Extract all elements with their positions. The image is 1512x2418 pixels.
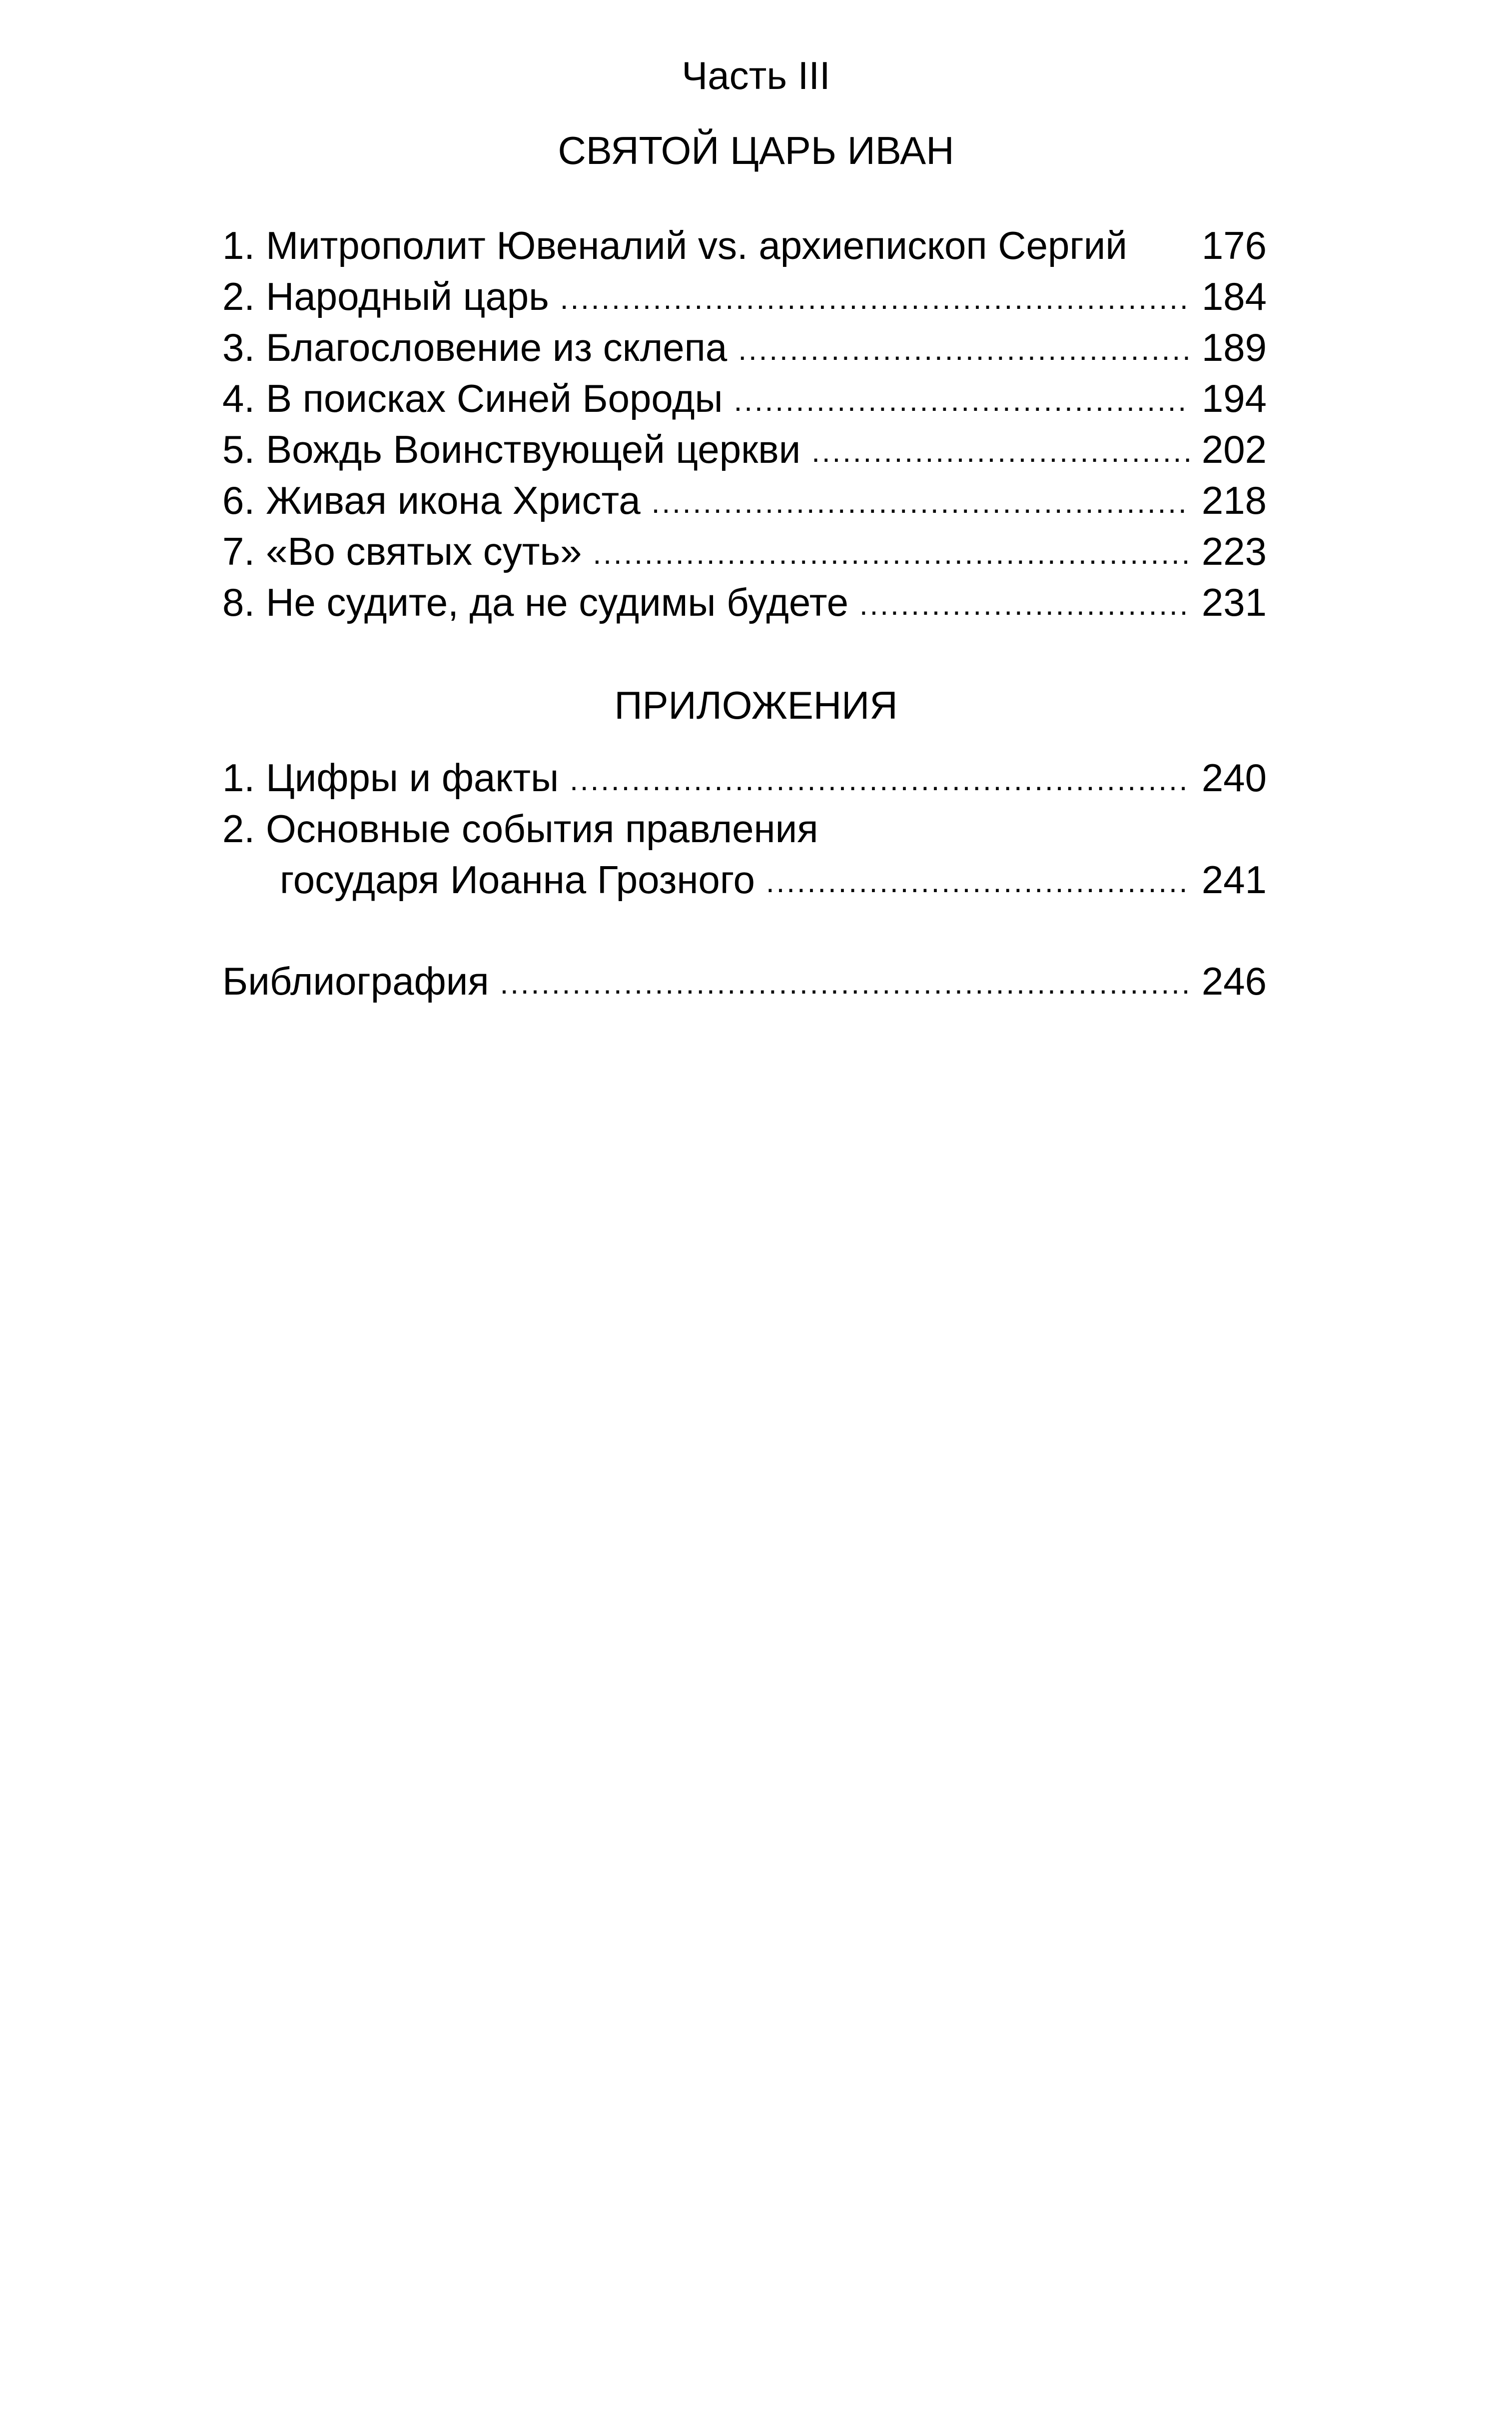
dot-leader (738, 324, 1191, 375)
entry-page: 240 (1201, 756, 1267, 800)
toc-entry (222, 752, 1267, 803)
entry-title: Цифры и факты (266, 756, 559, 800)
bibliography-toc (222, 956, 1267, 1007)
entry-title: Митрополит Ювеналий vs. архиепископ Сергий (266, 223, 1127, 267)
toc-entry (222, 475, 1267, 526)
dot-leader (766, 857, 1191, 908)
entry-number: 8. (222, 580, 255, 624)
entry-page: 218 (1201, 478, 1267, 522)
entry-page: 246 (1201, 959, 1267, 1003)
dot-leader (500, 958, 1191, 1009)
entry-title: Благословение из склепа (266, 325, 728, 369)
toc-entry (222, 271, 1267, 322)
dot-leader (593, 528, 1191, 579)
dot-leader (652, 477, 1191, 528)
entry-title: Народный царь (266, 274, 549, 318)
toc-entry (222, 424, 1267, 475)
entry-page: 194 (1201, 376, 1267, 420)
appendix-toc-list (222, 752, 1267, 905)
entry-title: Не судите, да не судимы будете (266, 580, 848, 624)
part-title: СВЯТОЙ ЦАРЬ ИВАН (558, 128, 954, 172)
entry-title: Живая икона Христа (266, 478, 641, 522)
entry-title-continuation: государя Иоанна Грозного (280, 858, 755, 902)
dot-leader (560, 273, 1191, 324)
appendix-title: ПРИЛОЖЕНИЯ (614, 683, 898, 727)
dot-leader (859, 579, 1191, 630)
dot-leader (734, 375, 1191, 426)
entry-page: 189 (1201, 325, 1267, 369)
toc-entry (222, 956, 1267, 1007)
entry-number: 2. (222, 274, 255, 318)
part-label: Часть III (682, 53, 830, 97)
entry-title: Основные события правления (266, 807, 818, 851)
entry-page: 241 (1201, 858, 1267, 902)
entry-page: 231 (1201, 580, 1267, 624)
entry-title: «Во святых суть» (266, 529, 582, 573)
entry-number: 1. (222, 756, 255, 800)
entry-number: 7. (222, 529, 255, 573)
toc-entry (222, 803, 1267, 854)
entry-page: 184 (1201, 274, 1267, 318)
entry-number: 2. (222, 807, 255, 851)
toc-entry (222, 526, 1267, 577)
dot-leader (570, 755, 1191, 806)
entry-page: 176 (1201, 223, 1267, 267)
toc-entry-continuation (222, 854, 1267, 905)
toc-entry (222, 577, 1267, 628)
entry-title: В поисках Синей Бороды (266, 376, 723, 420)
entry-number: 5. (222, 427, 255, 471)
toc-entry (222, 322, 1267, 373)
entry-page: 223 (1201, 529, 1267, 573)
toc-entry (222, 373, 1267, 424)
entry-number: 1. (222, 223, 255, 267)
entry-title: Вождь Воинствующей церкви (266, 427, 801, 471)
entry-page: 202 (1201, 427, 1267, 471)
part-toc-list (222, 220, 1267, 628)
entry-number: 4. (222, 376, 255, 420)
entry-number: 3. (222, 325, 255, 369)
toc-entry (222, 220, 1267, 271)
entry-title: Библиография (222, 959, 489, 1003)
entry-number: 6. (222, 478, 255, 522)
dot-leader (811, 426, 1191, 477)
